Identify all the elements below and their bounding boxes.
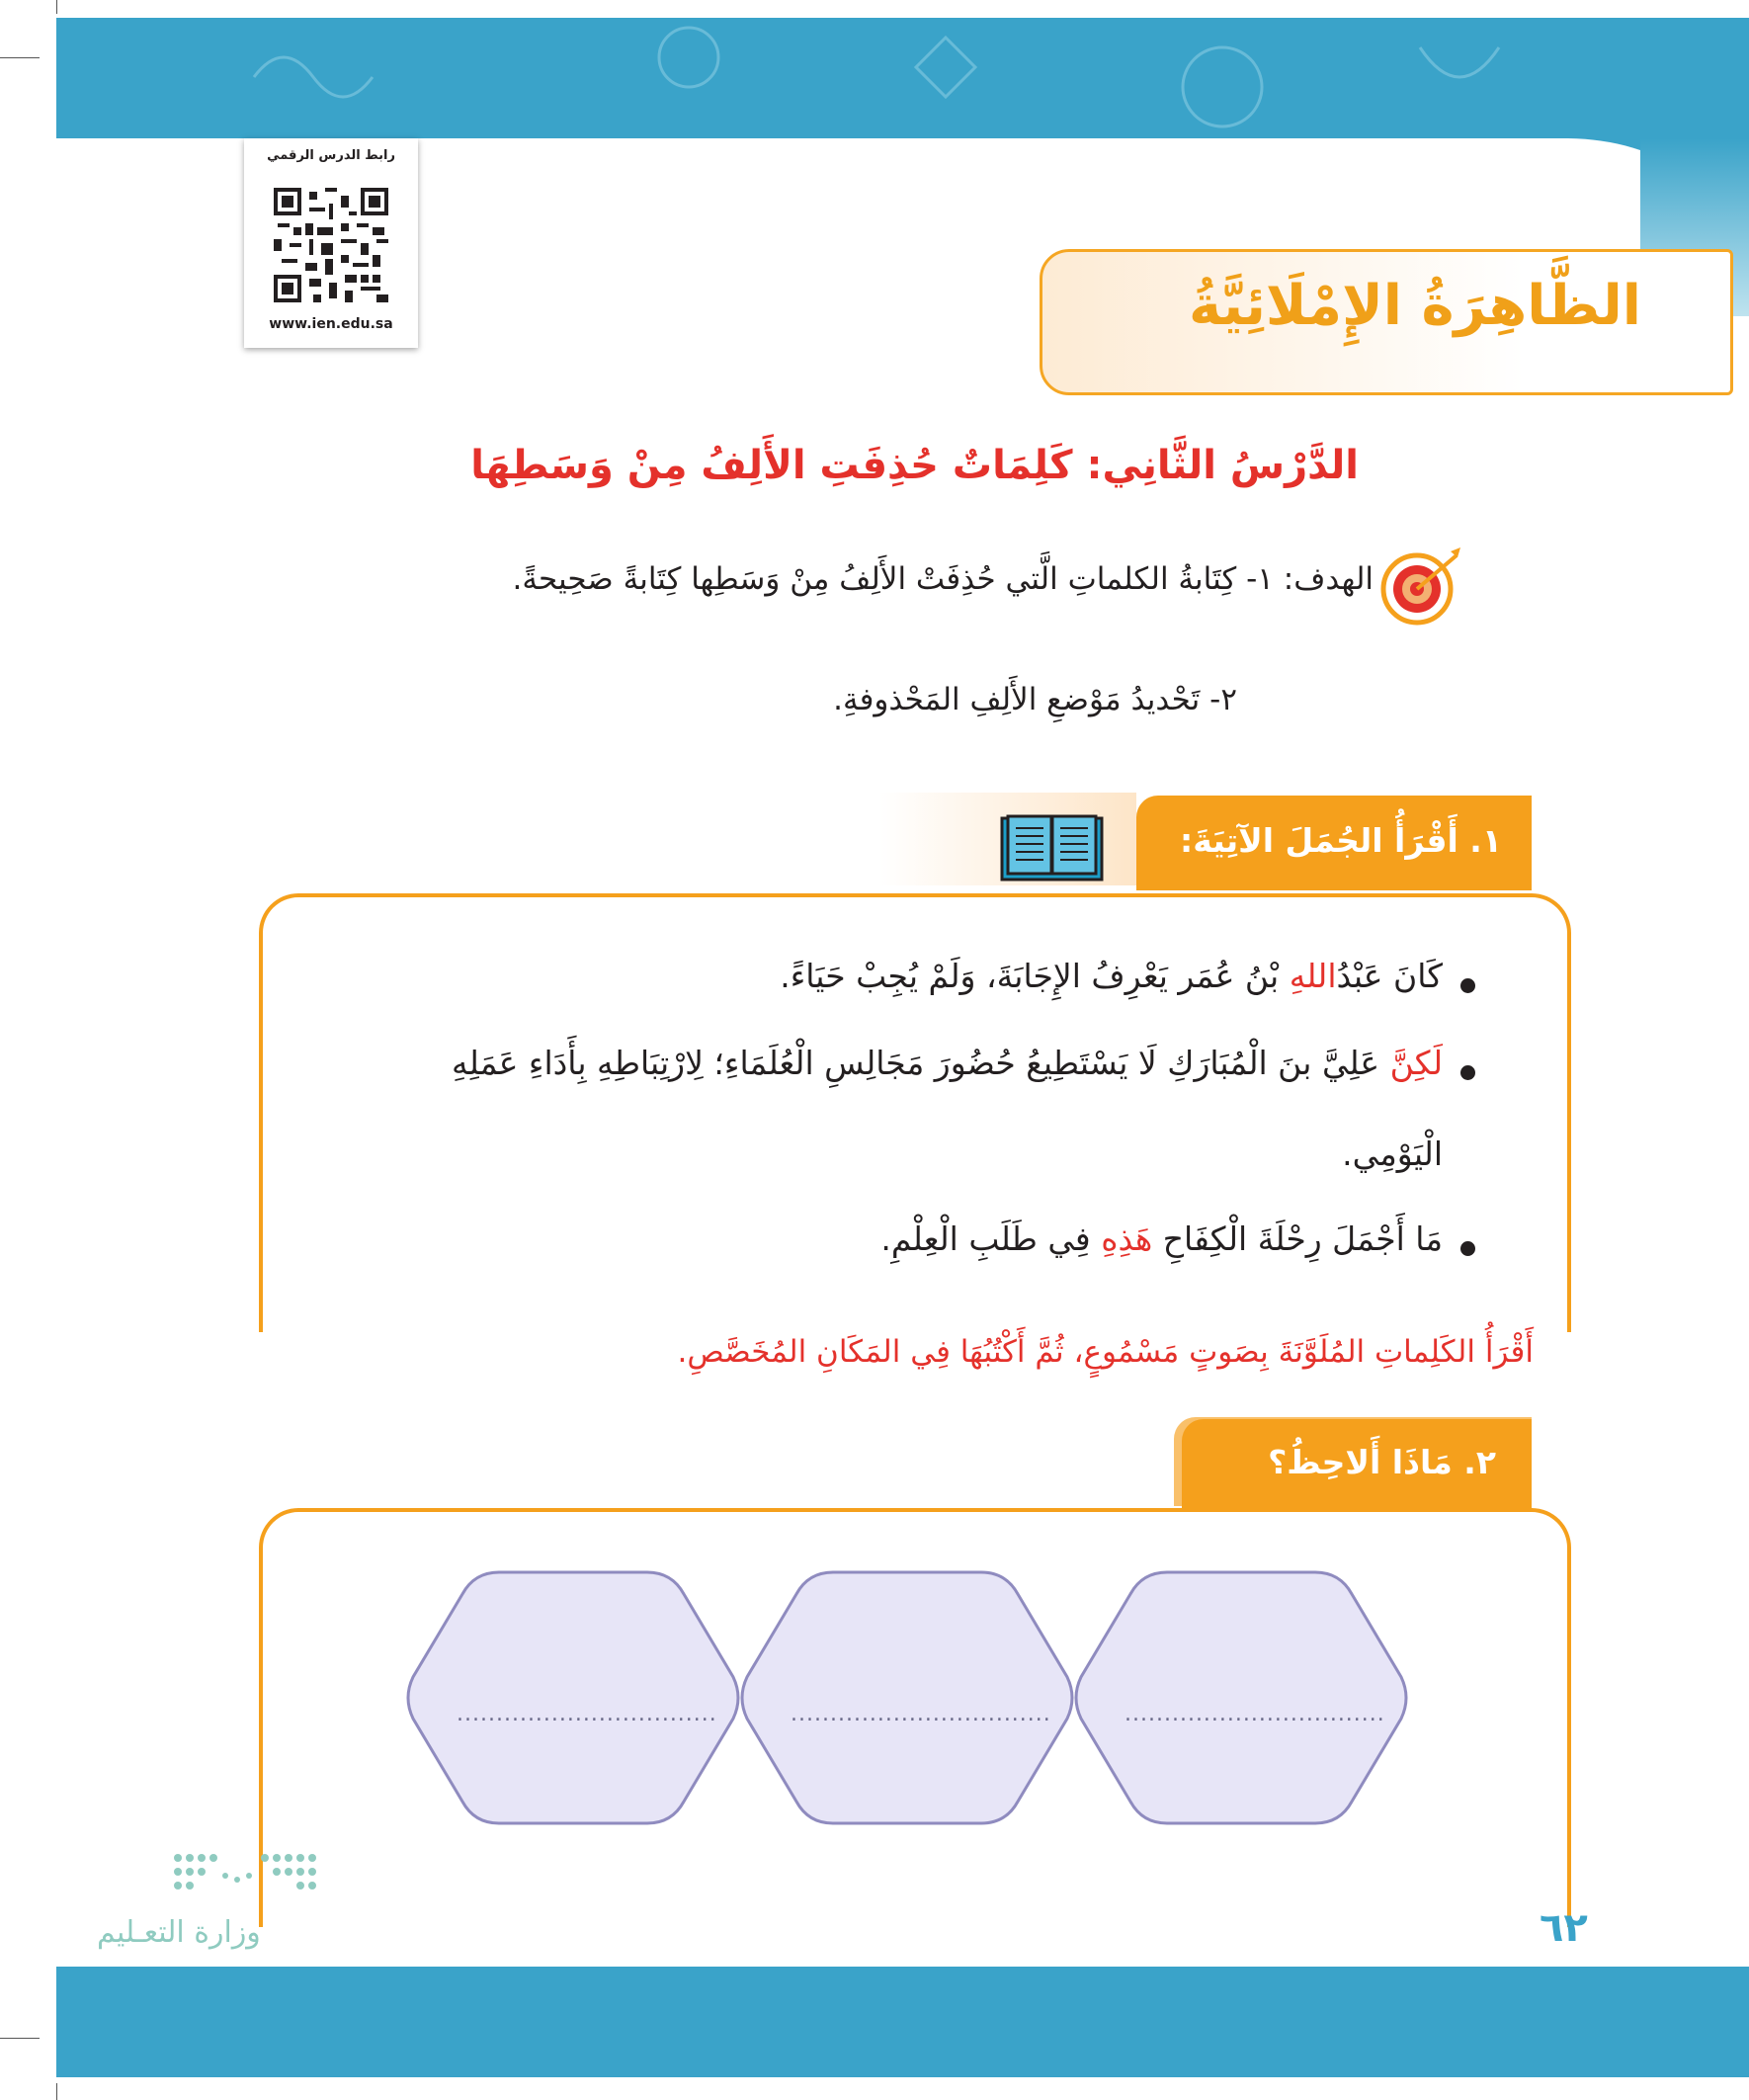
goal-item-2: ٢- تَحْديدُ مَوْضعِ الأَلِفِ المَحْذوفةِ.: [833, 682, 1237, 717]
sentence-3-start: مَا أَجْمَلَ رِحْلَةَ الْكِفَاحِ: [1152, 1219, 1443, 1258]
goal-item-1: ١- كِتَابةُ الكلماتِ الَّتي حُذِفَتْ الأَلِفُ مِنْ وَسَطِها كِتَابةً صَحِيحةً.: [512, 561, 1274, 597]
qr-card[interactable]: [244, 138, 418, 348]
instruction-text: أَقْرَأُ الكَلِماتِ المُلَوَّنَةَ بِصَوتٍ مَسْمُوعٍ، ثُمَّ أَكْتُبُهَا فِي المَكَانِ المُخَصَّصِ.: [677, 1334, 1534, 1370]
qr-code-icon[interactable]: [274, 188, 388, 302]
open-book-icon: [1000, 812, 1104, 883]
answer-blank[interactable]: .................................: [1124, 1702, 1385, 1726]
highlight-word-1: اللهِ: [1289, 957, 1337, 995]
section-1-tab: [1136, 796, 1532, 890]
crop-mark: [56, 0, 57, 14]
page-number: ٦٢: [1540, 1905, 1588, 1951]
crop-mark: [0, 57, 40, 58]
highlight-word-2: لَكِنَّ: [1389, 1044, 1443, 1082]
bullet-dot: [1460, 1065, 1475, 1080]
bullet-dot: [1460, 978, 1475, 993]
answer-blank[interactable]: .................................: [457, 1702, 717, 1726]
sentence-1-start: كَانَ عَبْدُ: [1336, 957, 1443, 995]
section-2-tab: [1182, 1419, 1532, 1508]
title-box: [1040, 249, 1733, 395]
lesson-heading: الدَّرْسُ الثَّانِي: كَلِمَاتٌ حُذِفَتِ الأَلِفُ مِنْ وَسَطِهَا: [470, 443, 1359, 488]
section-1-label: ١. أَقْرَأُ الجُمَلَ الآتِيَةَ:: [1180, 821, 1502, 860]
target-icon: [1377, 542, 1466, 630]
sentence-1: [780, 957, 1443, 995]
highlight-word-3: هَذِهِ: [1101, 1219, 1153, 1258]
sentence-2-continuation: الْيَوْمِي.: [1342, 1134, 1443, 1173]
qr-caption: رابط الدرس الرقمي: [267, 148, 395, 163]
answer-box[interactable]: [1073, 1568, 1409, 1827]
ministry-logo-icon: [168, 1846, 326, 1907]
sentence-3-end: فِي طَلَبِ الْعِلْمِ.: [880, 1219, 1102, 1258]
page-title: الظَّاهِرَةُ الإِمْلَائِيَّةُ: [1189, 274, 1641, 338]
sentence-2-text: عَلِيَّ بنَ الْمُبَارَكِ لَا يَسْتَطِيعُ حُضُورَ مَجَالِسِ الْعُلَمَاءِ؛ لِارْتِبَاطِهِ بِأَدَاءِ عَمَلِهِ: [452, 1044, 1390, 1082]
section-2-label: ٢. مَاذَا أَلاحِظُ؟: [1268, 1443, 1496, 1481]
crop-mark: [56, 2083, 57, 2100]
goal-line-1: [513, 561, 1374, 597]
sentence-3: [880, 1219, 1443, 1258]
bullet-dot: [1460, 1241, 1475, 1256]
ministry-name: وزارة التعـليم: [97, 1915, 261, 1950]
sentence-1-end: بْنُ عُمَر يَعْرِفُ الإِجَابَةَ، وَلَمْ يُجِبْ حَيَاءً.: [780, 957, 1290, 995]
sentence-2: [452, 1044, 1443, 1082]
goal-label: الهدف:: [1283, 561, 1374, 597]
answer-box[interactable]: [405, 1568, 741, 1827]
bottom-bar: [56, 1967, 1749, 2077]
answer-box[interactable]: [739, 1568, 1075, 1827]
crop-mark: [0, 2038, 40, 2039]
qr-url[interactable]: www.ien.edu.sa: [269, 316, 393, 332]
answer-blank[interactable]: .................................: [791, 1702, 1051, 1726]
